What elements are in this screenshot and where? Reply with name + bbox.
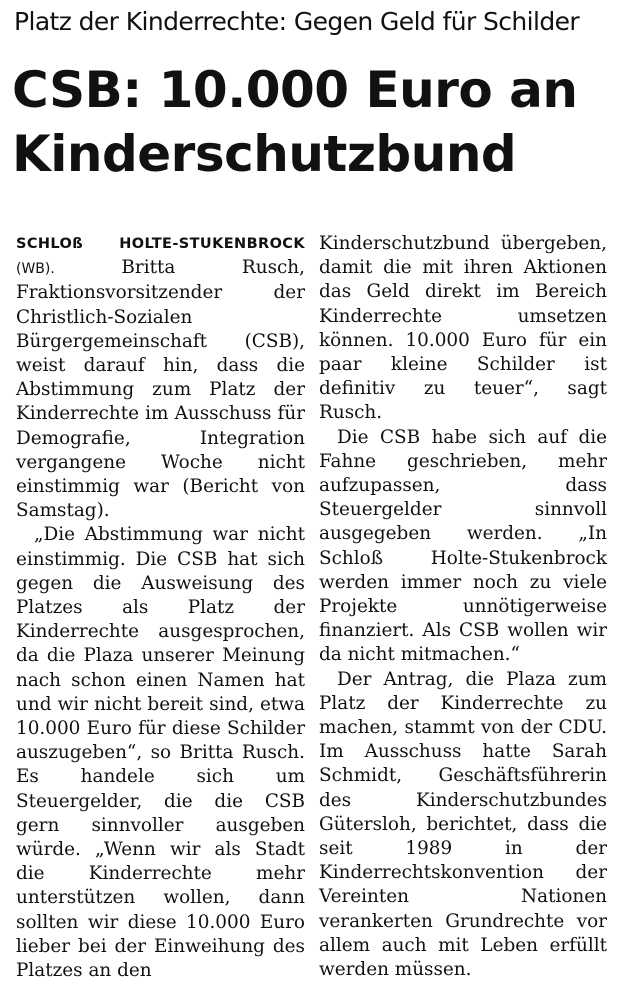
article-paragraph-3: Die CSB habe sich auf die Fahne geschrieben, mehr aufzupassen, dass Steuergelder sinnvoll ausgegeben werden. „In Schloß Holte-Stukenbrock werden immer noch zu viele Projekte unnötigerweise finanziert. Als CSB wollen wir da nicht mitmachen.“ (319, 426, 607, 666)
article-paragraph-4: Der Antrag, die Plaza zum Platz der Kinderrechte zu machen, stammt von der CDU. Im Ausschuss hatte Sarah Schmidt, Geschäftsführerin des Kinderschutzbundes Gütersloh, berichtet, dass die seit 1989 in der Kinderrechtskonvention der Vereinten Nationen verankerten Grundrechte vor allem auch mit Leben erfüllt werden müssen. (319, 668, 607, 981)
article-paragraph-1-text: Britta Rusch, Fraktionsvorsitzender der Christlich-Sozialen Bürgergemeinschaft (CSB), weist darauf hin, dass die Abstimmung zum Platz der Kinderrechte im Ausschuss für Demografie, Integration vergangene Woche nicht einstimmig war (Bericht von Samstag). (16, 257, 305, 522)
article-headline: CSB: 10.000 Euro an Kinderschutzbund (12, 61, 578, 183)
article-paragraph-2: „Die Abstimmung war nicht einstimmig. Die CSB hat sich gegen die Ausweisung des Platzes als Platz der Kinderrechte ausgesprochen, da die Plaza unserer Meinung nach schon einen Namen hat und wir nicht bereit sind, etwa 10.000 Euro für diese Schilder auszugeben“, so Britta Rusch. Es handele sich um Steuergelder, die die CSB gern sinnvoller ausgeben würde. „Wenn wir als Stadt die Kinderrechte mehr unterstützen wollen, dann sollten wir diese 10.000 Euro lieber bei der Einweihung des Platzes an den (16, 524, 305, 982)
article-column-right (319, 232, 607, 982)
article-kicker: Platz der Kinderrechte: Gegen Geld für Schilder (14, 7, 580, 36)
article-dateline: SCHLOß HOLTE-STUKENBROCK (16, 236, 305, 252)
article-source: (WB). (16, 261, 55, 278)
article-column-left (16, 232, 305, 983)
article-paragraph-1 (16, 256, 305, 523)
article-paragraph-2-continued: Kinderschutzbund übergeben, damit die mit ihren Aktionen das Geld direkt im Bereich Kinderrechte umsetzen können. 10.000 Euro für ein paar kleine Schilder ist definitiv zu teuer“, sagt Rusch. (319, 233, 607, 424)
